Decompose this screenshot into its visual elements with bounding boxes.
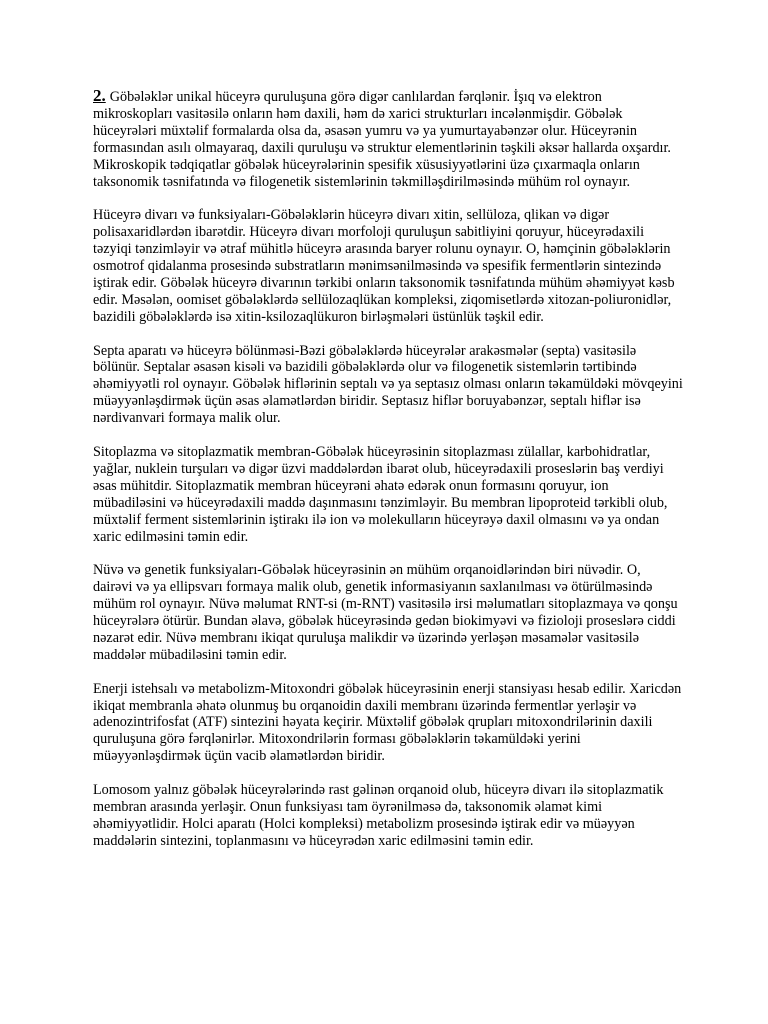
paragraph-nucleus: Nüvə və genetik funksiyaları-Göbələk hüceyrəsinin ən mühüm orqanoidlərindən biri nüvədir. O, dairəvi və ya ellipsvarı formaya malik olub, genetik informasiyanın saxlanılması və ötürülməsində mühüm rol oynayır. Nüvə məlumat RNT-si (m-RNT) vasitəsilə irsi məlumatları sitoplazmaya və qonşu hüceyrələrə ötürür. Bundan əlavə, göbələk hüceyrəsində gedən biokimyəvi və fizioloji proseslərə ciddi nəzarət edir. Nüvə membranı ikiqat quruluşa malikdir və üzərində yerləşən məsamələr vasitəsilə maddələr mübadiləsini təmin edir. xyxy=(93,562,678,663)
section-number: 2. xyxy=(93,86,106,105)
document-body xyxy=(93,88,683,867)
paragraph-intro xyxy=(93,88,683,190)
paragraph-cell-wall: Hüceyrə divarı və funksiyaları-Göbələklərin hüceyrə divarı xitin, sellüloza, qlikan və digər polisaxaridlərdən ibarətdir. Hüceyrə divarı morfoloji quruluşun sabitliyini qoruyur, hüceyrədaxili təzyiqi tənzimləyir və ətraf mühitlə hüceyrə arasında baryer rolunu oynayır. O, həmçinin göbələklərin osmotrof qidalanma prosesində substratların mənimsənilməsində və spesifik fermentlərin sintezində iştirak edir. Göbələk hüceyrə divarının tərkibi onların taksonomik təsnifatında mühüm əhəmiyyət kəsb edir. Məsələn, oomiset göbələklərdə sellülozaqlükan kompleksi, ziqomisetlərdə xitozan-poliuronidlər, bazidili göbələklərdə isə xitin-ksilozaqlükuron birləşmələri üstünlük təşkil edir. xyxy=(93,207,675,325)
paragraph-lomosome: Lomosom yalnız göbələk hüceyrələrində rast gəlinən orqanoid olub, hüceyrə divarı ilə sitoplazmatik membran arasında yerləşir. Onun funksiyası tam öyrənilməsə də, taksonomik əlamət kimi əhəmiyyətlidir. Holci aparatı (Holci kompleksi) metabolizm prosesində iştirak edir və müəyyən maddələrin sintezini, toplanmasını və hüceyrədən xaric edilməsini təmin edir. xyxy=(93,782,664,849)
paragraph-septa: Septa aparatı və hüceyrə bölünməsi-Bəzi göbələklərdə hüceyrələr arakəsmələr (septa) vasitəsilə bölünür. Septalar əsasən kisəli və bazidili göbələklərdə olur və filogenetik sistemlərin tərtibində əhəmiyyətli rol oynayır. Göbələk hiflərinin septalı və ya septasız olması onların təkamüldəki mövqeyini müəyyənləşdirmək üçün əsas əlamətlərdən biridir. Septasız hiflər boruyabənzər, septalı hiflər isə nərdivanvari formaya malik olur. xyxy=(93,342,683,427)
paragraph-text: Göbələklər unikal hüceyrə quruluşuna görə digər canlılardan fərqlənir. İşıq və elektron mikroskopları vasitəsilə onların həm daxili, həm də xarici strukturları incələnmişdir. Göbələk hüceyrələri müxtəlif formalarda olsa da, əsasən yumru və ya yumurtayabənzər olur. Hüceyrənin formasından asılı olmayaraq, daxili quruluşu və struktur elementlərinin təşkili əksər hallarda oxşardır. Mikroskopik tədqiqatlar göbələk hüceyrələrinin spesifik xüsusiyyətlərini üzə çıxarmaqla onların taksonomik təsnifatında və filogenetik sistemlərinin təkmilləşdirilməsində mühüm rol oynayır. xyxy=(93,89,671,190)
paragraph-mitochondria: Enerji istehsalı və metabolizm-Mitoxondri göbələk hüceyrəsinin enerji stansiyası hesab edilir. Xaricdən ikiqat membranla əhatə olunmuş bu orqanoidin daxili membranı üzərində fermentlər yerləşir və adenozintrifosfat (ATF) sintezini həyata keçirir. Müxtəlif göbələk qrupları mitoxondrilərinin daxili quruluşuna görə fərqlənirlər. Mitoxondrilərin forması göbələklərin təkamüldəki yerini müəyyənləşdirmək üçün vacib əlamətlərdən biridir. xyxy=(93,680,682,765)
paragraph-cytoplasm: Sitoplazma və sitoplazmatik membran-Göbələk hüceyrəsinin sitoplazması zülallar, karbohidratlar, yağlar, nuklein turşuları və digər üzvi maddələrdən ibarət olub, hüceyrədaxili proseslərin baş verdiyi əsas mühitdir. Sitoplazmatik membran hüceyrəni əhatə edərək onun formasını qoruyur, ion mübadiləsini və hüceyrədaxili maddə daşınmasını tənzimləyir. Bu membran lipoproteid tərkibli olub, müxtəlif ferment sistemlərinin iştirakı ilə ion və molekulların hüceyrəyə daxil olmasını və ya ondan xaric edilməsini təmin edir. xyxy=(93,443,668,545)
